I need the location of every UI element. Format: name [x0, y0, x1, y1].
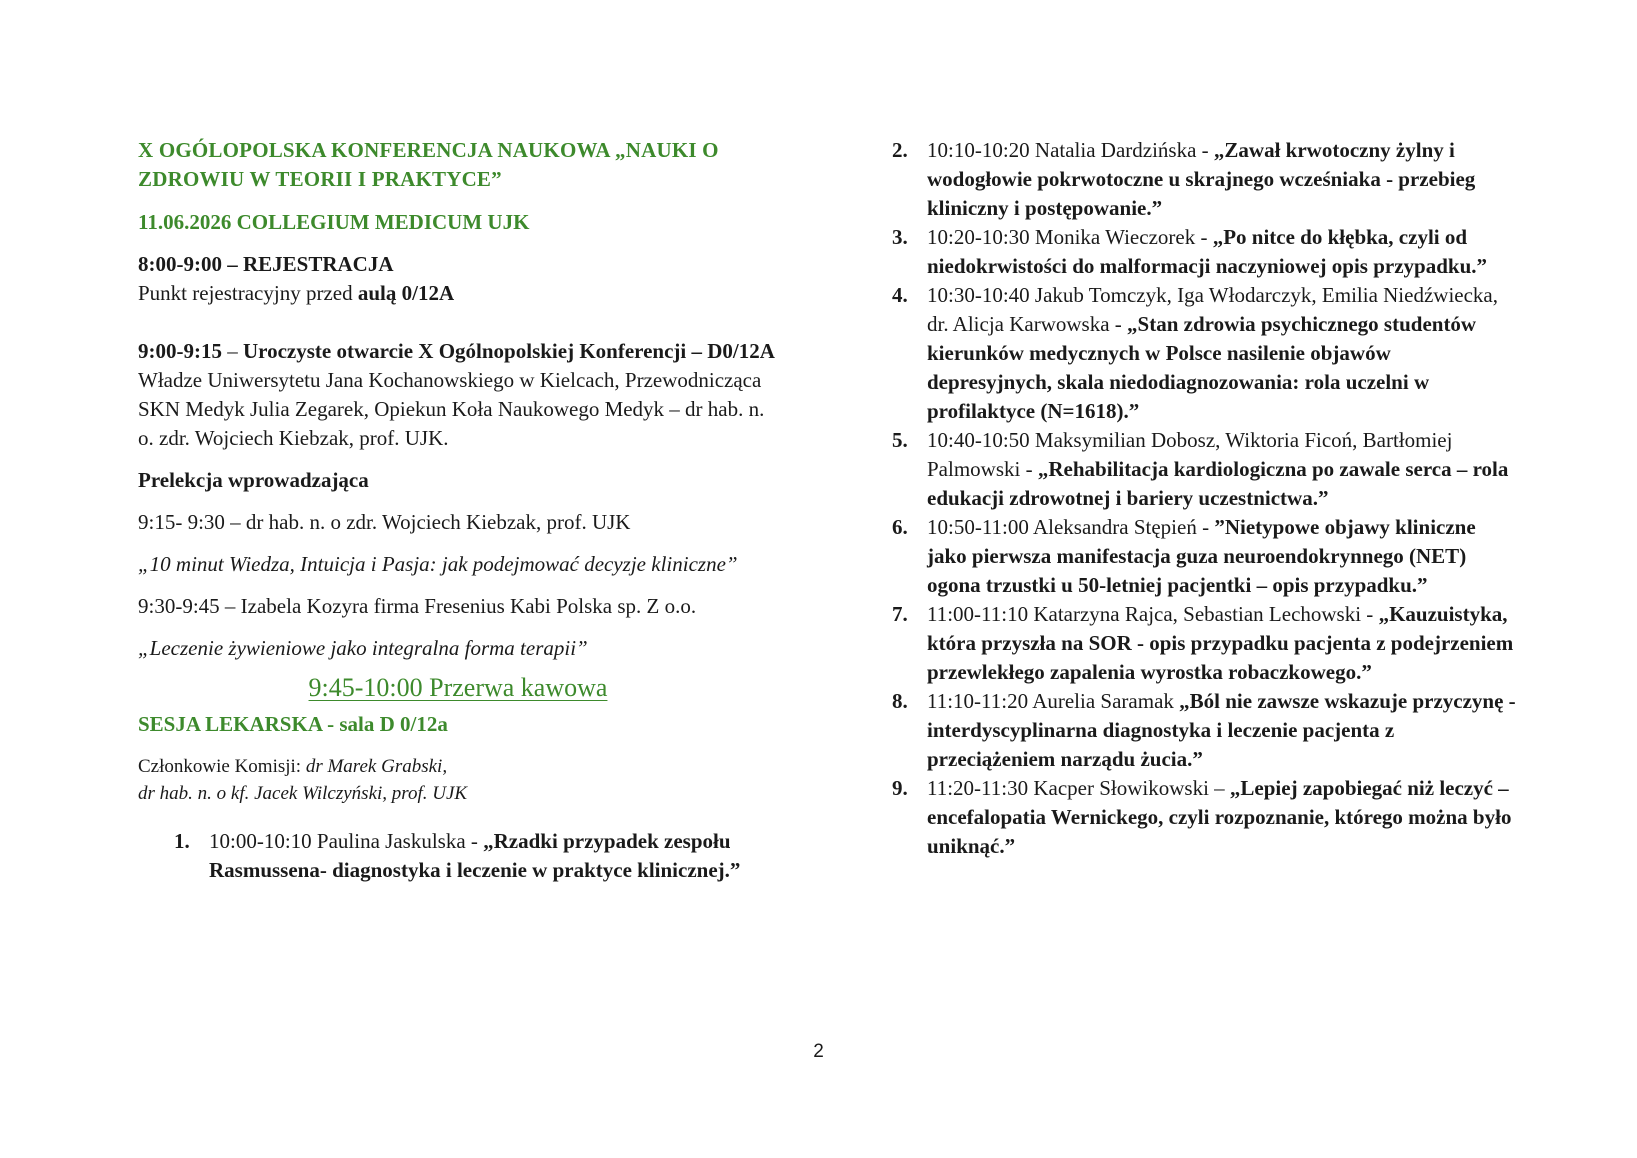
talk-list-right	[892, 136, 1517, 861]
opening-text: Władze Uniwersytetu Jana Kochanowskiego w Kielcach, Przewodnicząca SKN Medyk Julia Zegarek, Opiekun Koła Naukowego Medyk – dr hab. n. o. zdr. Wojciech Kiebzak, prof. UJK.	[138, 368, 765, 450]
list-item: 3. 10:20-10:30 Monika Wieczorek - „Po nitce do kłębka, czyli od niedokrwistości do malformacji naczyniowej opis przypadku.”	[892, 225, 1488, 278]
list-item: 2. 10:10-10:20 Natalia Dardzińska - „Zawał krwotoczny żylny i wodogłowie pokrwotoczne u skrajnego wcześniaka - przebieg kliniczny i postępowanie.”	[892, 138, 1476, 220]
page-number: 2	[813, 1041, 824, 1062]
intro-talk2-title: „Leczenie żywieniowe jako integralna forma terapii”	[138, 636, 588, 660]
left-column	[138, 136, 778, 885]
opening-block: 9:00-9:15 – Uroczyste otwarcie X Ogólnopolskiej Konferencji – D0/12A Władze Uniwersytetu Jana Kochanowskiego w Kielcach, Przewodnicząca SKN Medyk Julia Zegarek, Opiekun Koła Naukowego Medyk – dr hab. n. o. zdr. Wojciech Kiebzak, prof. UJK.	[138, 339, 775, 450]
registration-text: Punkt rejestracyjny przed aulą 0/12A	[138, 281, 455, 305]
intro-heading: Prelekcja wprowadzająca	[138, 468, 369, 492]
list-item: 8. 11:10-11:20 Aurelia Saramak „Ból nie zawsze wskazuje przyczynę - interdyscyplinarna diagnostyka i leczenie pacjenta z przeciążeniem narządu żucia.”	[892, 689, 1516, 771]
opening-title: Uroczyste otwarcie X Ogólnopolskiej Konferencji – D0/12A	[242, 339, 775, 363]
conference-title: X OGÓLOPOLSKA KONFERENCJA NAUKOWA „NAUKI O ZDROWIU W TEORII I PRAKTYCE”	[138, 138, 719, 191]
opening-time: 9:00-9:15	[138, 339, 222, 363]
committee-member-2: dr hab. n. o kf. Jacek Wilczyński, prof. UJK	[138, 783, 468, 804]
committee-member-1: dr Marek Grabski,	[305, 756, 448, 777]
session-title: SESJA LEKARSKA - sala D 0/12a	[138, 712, 448, 736]
list-item: 6. 10:50-11:00 Aleksandra Stępień - ”Nietypowe objawy kliniczne jako pierwsza manifestacja guza neuroendokrynnego (NET) ogona trzustki u 50-letniej pacjentki – opis przypadku.”	[892, 515, 1476, 597]
intro-talk2-time: 9:30-9:45 – Izabela Kozyra firma Fresenius Kabi Polska sp. Z o.o.	[138, 594, 697, 618]
list-item: 7. 11:00-11:10 Katarzyna Rajca, Sebastian Lechowski - „Kauzuistyka, która przyszła na SOR - opis przypadku pacjenta z podejrzeniem przewlekłego zapalenia wyrostka robaczkowego.”	[892, 602, 1514, 684]
right-column	[892, 136, 1517, 861]
list-item: 5. 10:40-10:50 Maksymilian Dobosz, Wiktoria Ficoń, Bartłomiej Palmowski - „Rehabilitacja kardiologiczna po zawale serca – rola edukacji zdrowotnej i bariery uczestnictwa.”	[892, 428, 1509, 510]
registration-place: aulą 0/12A	[357, 281, 455, 305]
list-item: 4. 10:30-10:40 Jakub Tomczyk, Iga Włodarczyk, Emilia Niedźwiecka, dr. Alicja Karwowska - „Stan zdrowia psychicznego studentów kierunków medycznych w Polsce nasilenie objawów depresyjnych, skala niedodiagnozowania: rola uczelni w profilaktyce (N=1618).”	[892, 283, 1498, 423]
intro-talk1-time: 9:15- 9:30 – dr hab. n. o zdr. Wojciech Kiebzak, prof. UJK	[138, 510, 631, 534]
talk-list-left	[174, 827, 778, 885]
conference-date: 11.06.2026 COLLEGIUM MEDICUM UJK	[138, 210, 530, 234]
registration-time: 8:00-9:00 – REJESTRACJA	[138, 252, 394, 276]
coffee-break: 9:45-10:00 Przerwa kawowa	[308, 673, 608, 702]
intro-talk1-title: „10 minut Wiedza, Intuicja i Pasja: jak podejmować decyzje kliniczne”	[138, 552, 738, 576]
list-item: 1. 10:00-10:10 Paulina Jaskulska - „Rzadki przypadek zespołu Rasmussena- diagnostyka i leczenie w praktyce klinicznej.”	[174, 829, 741, 882]
list-item: 9. 11:20-11:30 Kacper Słowikowski – „Lepiej zapobiegać niż leczyć – encefalopatia Wernickego, czyli rozpoznanie, którego można było uniknąć.”	[892, 776, 1512, 858]
committee-label: Członkowie Komisji:	[138, 756, 306, 777]
committee	[138, 753, 778, 807]
